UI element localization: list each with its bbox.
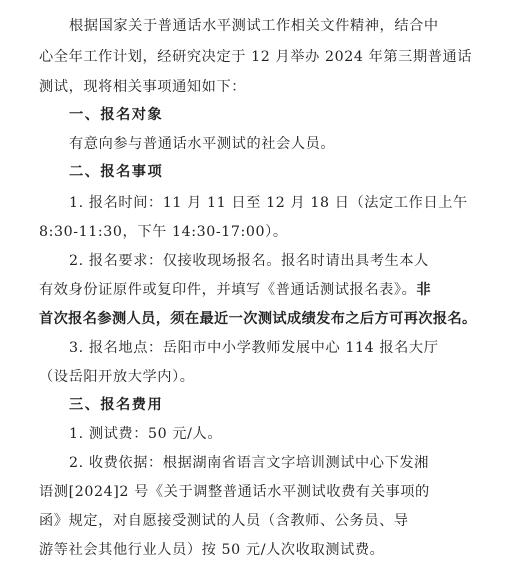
section2-item2-line-1: 2. 报名要求：仅接收现场报名。报名时请出具考生本人 [69, 253, 429, 269]
section2-heading: 二、报名事项 [69, 164, 164, 180]
section3-item2-line-1: 2. 收费依据：根据湖南省语言文字培训测试中心下发湘 [69, 455, 429, 471]
intro-line-2: 心全年工作计划，经研究决定于 12 月举办 2024 年第三期普通话 [39, 49, 473, 65]
section2-item1-line-1: 1. 报名时间：11 月 11 日至 12 月 18 日（法定工作日上午 [69, 195, 468, 211]
section3-item2-line-4: 游等社会其他行业人员）按 50 元/人次收取测试费。 [39, 542, 385, 558]
section2-item3-line-1: 3. 报名地点：岳阳市中小学教师发展中心 114 报名大厅 [69, 340, 439, 356]
section3-item2-line-2: 语测[2024]2 号《关于调整普通话水平测试收费有关事项的 [39, 484, 430, 500]
section1-body-line: 有意向参与普通话水平测试的社会人员。 [69, 136, 336, 152]
section3-item2-line-3: 函》规定，对自愿接受测试的人员（含教师、公务员、导 [39, 513, 409, 529]
section2-item2-bold-start: 非 [416, 282, 431, 298]
section2-item2-line-2 [39, 280, 431, 300]
section3-item1-line: 1. 测试费：50 元/人。 [69, 426, 223, 442]
intro-line-1: 根据国家关于普通话水平测试工作相关文件精神，结合中 [69, 18, 439, 34]
intro-line-3: 测试，现将相关事项通知如下： [39, 79, 247, 95]
section2-item1-line-2: 8:30-11:30，下午 14:30-17:00）。 [39, 224, 288, 240]
section2-item2-bold-line: 首次报名参测人员，须在最近一次测试成绩发布之后方可再次报名。 [39, 311, 477, 327]
section2-item3-line-2: （设岳阳开放大学内）。 [39, 369, 195, 385]
section1-heading: 一、报名对象 [69, 107, 164, 123]
section3-heading: 三、报名费用 [69, 397, 164, 413]
section2-item2-text: 有效身份证原件或复印件，并填写《普通话测试报名表》。 [39, 282, 417, 298]
